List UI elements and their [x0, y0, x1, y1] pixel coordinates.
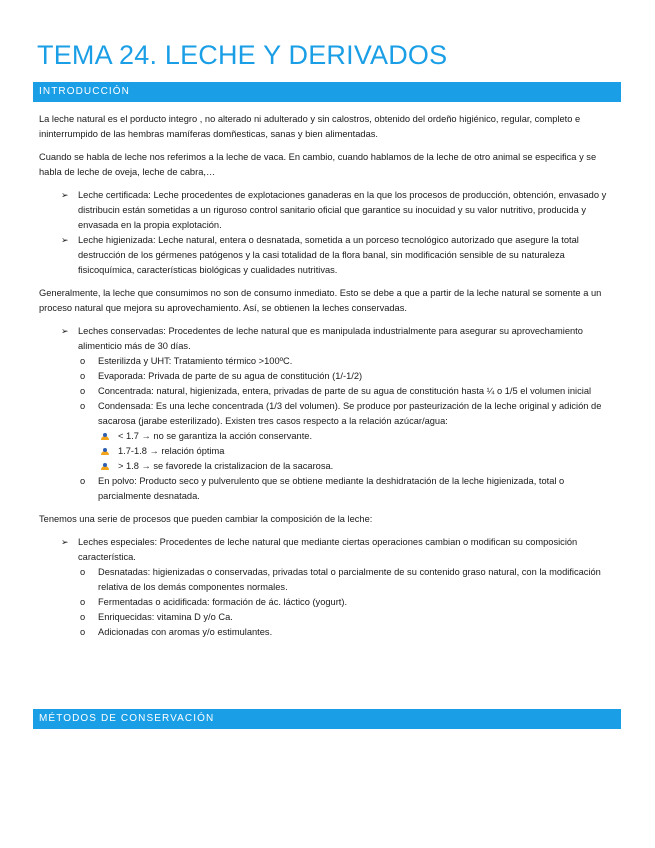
circle-bullet-icon: o — [80, 401, 86, 411]
list-item — [100, 444, 617, 459]
list-item-text: > 1.8 → se favorede la cristalizacion de la sacarosa. — [118, 461, 334, 471]
list-item — [61, 324, 617, 504]
arrow-bullet-icon: ➢ — [61, 326, 69, 336]
arrow-bullet-icon: ➢ — [61, 537, 69, 547]
circle-bullet-icon: o — [80, 386, 86, 396]
circle-bullet-icon: o — [80, 356, 86, 366]
circle-bullet-icon: o — [80, 371, 86, 381]
arrow-bullet-icon: ➢ — [61, 190, 69, 200]
paragraph-procesos: Tenemos una serie de procesos que pueden cambiar la composición de la leche: — [39, 514, 373, 524]
list-item-text: Desnatadas: higienizadas o conservadas, privadas total o parcialmente de su contenido graso natural, con la modificación relativa de los demás componentes normales. — [98, 567, 601, 592]
list-item — [61, 233, 617, 278]
paragraph-conservacion: Generalmente, la leche que consumimos no son de consumo inmediato. Esto se debe a que a partir de la leche natural se somente a un proceso natural que mejora su aprovechamiento. Así, se obtienen la leches conservadas. — [39, 288, 602, 313]
list-item-text: En polvo: Producto seco y pulverulento que se obtiene mediante la deshidratación de la leche higienizada, total o parcialmente desnatada. — [98, 476, 565, 501]
circle-bullet-icon: o — [80, 627, 86, 637]
list-item — [61, 188, 617, 233]
list-item-text: Condensada: Es una leche concentrada (1/3 del volumen). Se produce por pasteurización de la leche original y adición de sacarosa (jarabe esterilizado). Existen tres casos respecto a la relación azúcar/agua: — [98, 401, 602, 426]
list-item — [80, 625, 617, 640]
section-header-introduccion: INTRODUCCIÓN — [33, 82, 621, 102]
arrow-bullet-icon: ➢ — [61, 235, 69, 245]
list-leches-conservadas — [39, 324, 617, 504]
document-body — [39, 112, 617, 648]
list-item-text: Fermentadas o acidificada: formación de ác. láctico (yogurt). — [98, 597, 348, 607]
list-item-text: Adicionadas con aromas y/o estimulantes. — [98, 627, 273, 637]
list-item — [80, 369, 617, 384]
list-item — [80, 354, 617, 369]
circle-bullet-icon: o — [80, 567, 86, 577]
sublist-conservadas — [78, 354, 617, 504]
list-item — [61, 535, 617, 640]
list-item — [80, 474, 617, 504]
paragraph-definition: La leche natural es el porducto integro , no alterado ni adulterado y sin calostros, obtenido del ordeño higiénico, regular, completo e ininterrumpido de las hembras mamíferas domñesticas, sanas y bien alimentadas. — [39, 114, 581, 139]
list-item — [80, 384, 617, 399]
sublist-especiales — [78, 565, 617, 640]
list-item — [80, 610, 617, 625]
list-item-text: 1.7-1.8 → relación óptima — [118, 446, 225, 456]
page-title: TEMA 24. LECHE Y DERIVADOS — [37, 40, 448, 70]
list-item-text: Concentrada: natural, higienizada, entera, privadas de parte de su agua de constitución hasta ¼ o 1/5 el volumen inicial — [98, 386, 592, 396]
section-header-metodos-conservacion: MÉTODOS DE CONSERVACIÓN — [33, 709, 621, 729]
list-item-text: Leche certificada: Leche procedentes de explotaciones ganaderas en la que los procesos de producción, obtención, envasado y distribucin están sometidas a un riguroso control sanitario oficial que garantice su inocuidad y su valor nutritivo, producida y envasada en la propia explotación. — [78, 190, 607, 230]
circle-bullet-icon: o — [80, 476, 86, 486]
list-leches-especiales — [39, 535, 617, 640]
list-item — [80, 565, 617, 595]
sun-bullet-icon — [100, 462, 110, 471]
paragraph-leche-vaca: Cuando se habla de leche nos referimos a la leche de vaca. En cambio, cuando hablamos de la leche de otro animal se especifica y se habla de leche de oveja, leche de cabra,… — [39, 152, 597, 177]
list-leches-basicas — [39, 188, 617, 278]
list-item — [80, 595, 617, 610]
list-item-text: < 1.7 → no se garantiza la acción conservante. — [118, 431, 313, 441]
list-item-text: Esterilizda y UHT: Tratamiento térmico >100ºC. — [98, 356, 293, 366]
list-item — [100, 459, 617, 474]
sun-bullet-icon — [100, 432, 110, 441]
sublist-condensada — [98, 429, 617, 474]
sun-bullet-icon — [100, 447, 110, 456]
list-item-text: Leche higienizada: Leche natural, entera o desnatada, sometida a un porceso tecnológico autorizado que asegure la total destrucción de los gérmenes patógenos y la casi totalidad de la flora banal, sin modificación sensible de su naturaleza fisicoquímica, características biológicas y cualidades nutritivas. — [78, 235, 579, 275]
circle-bullet-icon: o — [80, 597, 86, 607]
list-item-text: Evaporada: Privada de parte de su agua de constitución (1/-1/2) — [98, 371, 363, 381]
list-item-text: Enriquecidas: vitamina D y/o Ca. — [98, 612, 233, 622]
list-item — [80, 399, 617, 474]
circle-bullet-icon: o — [80, 612, 86, 622]
list-item-text: Leches conservadas: Procedentes de leche natural que es manipulada industrialmente para asegurar su aprovechamiento alimenticio más de 30 días. — [78, 326, 583, 351]
list-item — [100, 429, 617, 444]
list-item-text: Leches especiales: Procedentes de leche natural que mediante ciertas operaciones cambian o modifican su composición característica. — [78, 537, 578, 562]
